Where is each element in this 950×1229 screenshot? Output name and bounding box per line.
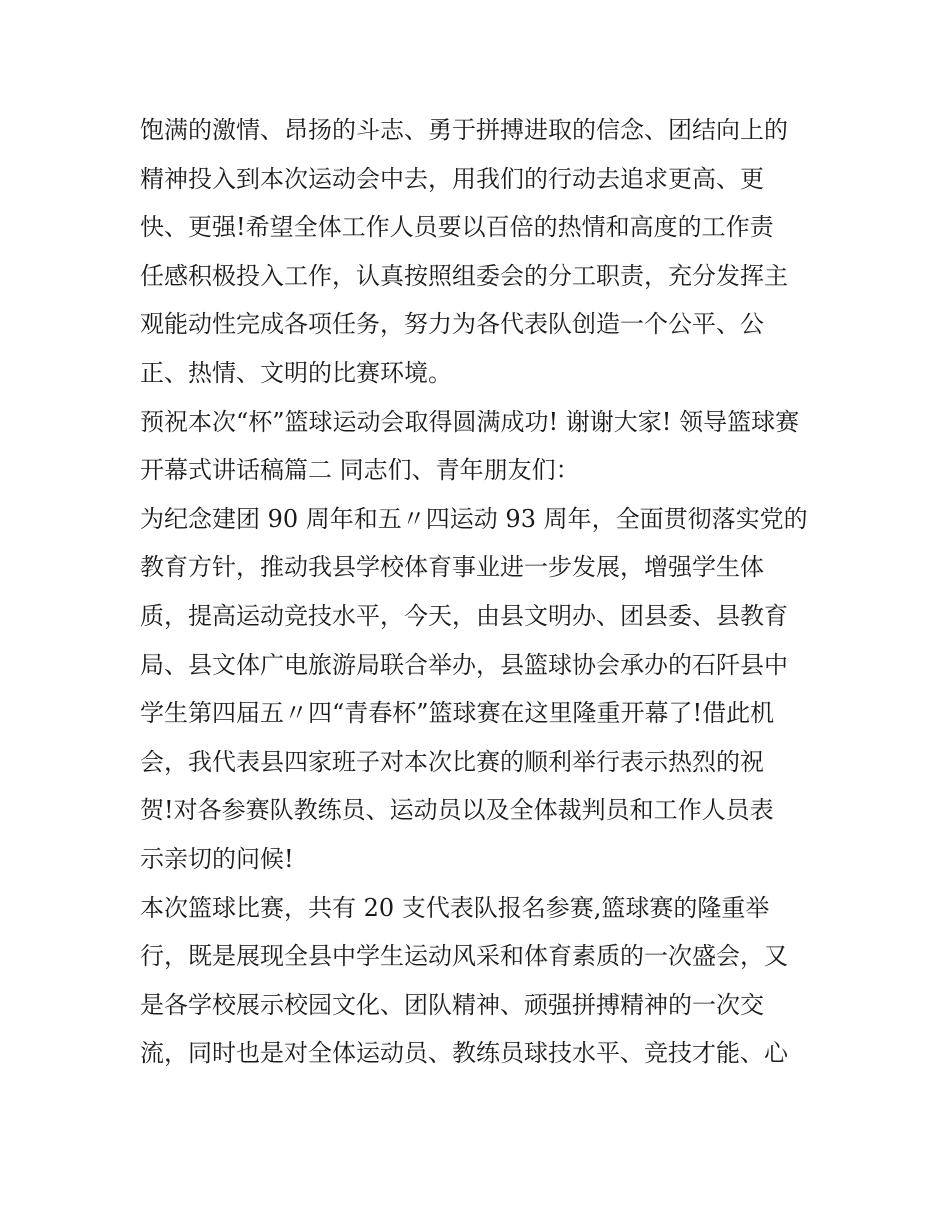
text-line: 局、县文体广电旅游局联合举办，县篮球协会承办的石阡县中 (140, 650, 788, 679)
text-line: 流，同时也是对全体运动员、教练员球技水平、竞技才能、心 (140, 1039, 788, 1068)
text-line: 学生第四届五〃四“青春杯”篮球赛在这里隆重开幕了!借此机 (140, 699, 775, 728)
text-line: 是各学校展示校园文化、团队精神、顽强拼搏精神的一次交 (140, 990, 764, 1019)
text-line: 贺!对各参赛队教练员、运动员以及全体裁判员和工作人员表 (140, 796, 774, 825)
text-line: 开幕式讲话稿篇二 同志们、青年朋友们： (140, 456, 580, 485)
text-line: 任感积极投入工作，认真按照组委会的分工职责，充分发挥主 (140, 261, 788, 290)
text-line: 快、更强!希望全体工作人员要以百倍的热情和高度的工作责 (140, 213, 774, 242)
document-page (140, 106, 816, 1078)
text-line: 本次篮球比赛，共有 20 支代表队报名参赛,篮球赛的隆重举 (140, 893, 770, 922)
text-line: 预祝本次“杯”篮球运动会取得圆满成功! 谢谢大家! 领导篮球赛 (140, 407, 800, 436)
text-line: 为纪念建团 90 周年和五〃四运动 93 周年，全面贯彻落实党的 (140, 504, 808, 533)
text-line: 正、热情、文明的比赛环境。 (140, 358, 452, 387)
text-line: 饱满的激情、昂扬的斗志、勇于拼搏进取的信念、团结向上的 (140, 116, 788, 144)
text-line: 示亲切的问候! (140, 844, 294, 873)
text-line: 行，既是展现全县中学生运动风采和体育素质的一次盛会，又 (140, 942, 788, 971)
text-line: 教育方针，推动我县学校体育事业进一步发展，增强学生体 (140, 553, 764, 582)
text-line: 精神投入到本次运动会中去，用我们的行动去追求更高、更 (140, 164, 764, 193)
text-line: 观能动性完成各项任务，努力为各代表队创造一个公平、公 (140, 310, 764, 339)
text-line: 质，提高运动竞技水平，今天，由县文明办、团县委、县教育 (140, 601, 788, 630)
text-line: 会，我代表县四家班子对本次比赛的顺利举行表示热烈的祝 (140, 747, 764, 776)
